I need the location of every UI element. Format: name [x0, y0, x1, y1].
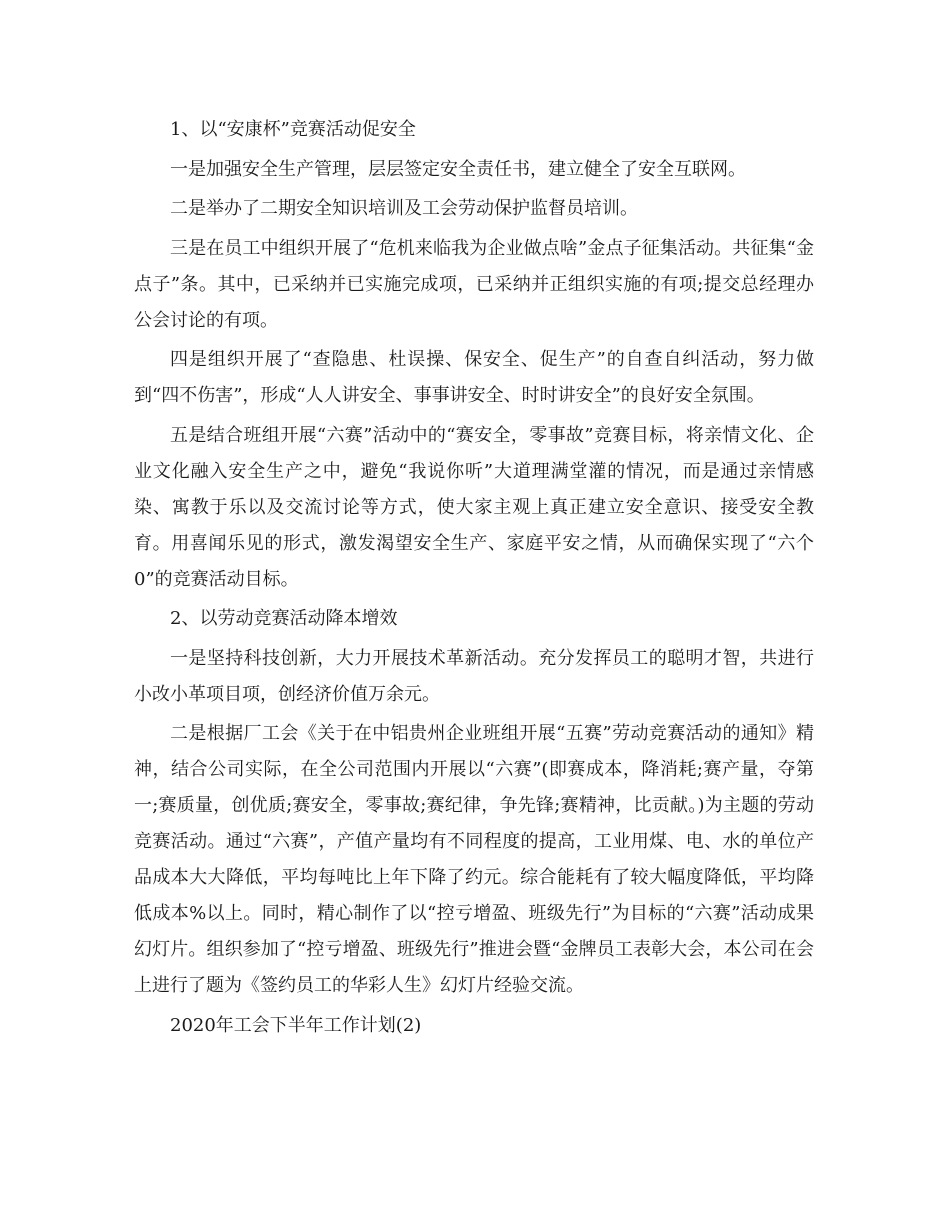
paragraph: 四是组织开展了“查隐患、杜误操、保安全、促生产”的自查自纠活动，努力做到“四不伤害”，形成“人人讲安全、事事讲安全、时时讲安全”的良好安全氛围。 — [134, 349, 814, 406]
document-body — [134, 112, 814, 1044]
section-heading-safety: 1、以“安康杯”竞赛活动促安全 — [170, 119, 416, 140]
paragraph: 一是坚持科技创新，大力开展技术革新活动。充分发挥员工的聪明才智，共进行小改小革项目项，创经济价值万余元。 — [134, 647, 814, 705]
paragraph: 三是在员工中组织开展了“危机来临我为企业做点啥”金点子征集活动。共征集“金点子”条。其中，已采纳并已实施完成项，已采纳并正组织实施的有项;提交总经理办公会讨论的有项。 — [134, 237, 814, 331]
section-heading-competition: 2、以劳动竞赛活动降本增效 — [170, 608, 398, 629]
paragraph: 一是加强安全生产管理，层层签定安全责任书，建立健全了安全互联网。 — [170, 158, 746, 180]
document-title-next: 2020年工会下半年工作计划(2) — [170, 1014, 422, 1036]
paragraph: 五是结合班组开展“六赛”活动中的“赛安全，零事故”竞赛目标，将亲情文化、企业文化融入安全生产之中，避免“我说你听”大道理满堂灌的情况，而是通过亲情感染、寓教于乐以及交流讨论等方式，使大家主观上真正建立安全意识、接受安全教育。用喜闻乐见的形式，激发渴望安全生产、家庭平安之情，从而确保实现了“六个0”的竞赛活动目标。 — [134, 424, 814, 590]
paragraph: 二是根据厂工会《关于在中铝贵州企业班组开展“五赛”劳动竞赛活动的通知》精神，结合公司实际，在全公司范围内开展以“六赛”(即赛成本，降消耗;赛产量，夺第一;赛质量，创优质;赛安全，零事故;赛纪律，争先锋;赛精神，比贡献。)为主题的劳动竞赛活动。通过“六赛”，产值产量均有不同程度的提高，工业用煤、电、水的单位产品成本大大降低，平均每吨比上年下降了约元。综合能耗有了较大幅度降低，平均降低成本%以上。同时，精心制作了以“控亏增盈、班级先行”为目标的“六赛”活动成果幻灯片。组织参加了“控亏增盈、班级先行”推进会暨“金牌员工表彰大会，本公司在会上进行了题为《签约员工的华彩人生》幻灯片经验交流。 — [134, 723, 814, 996]
paragraph: 二是举办了二期安全知识培训及工会劳动保护监督员培训。 — [170, 198, 638, 219]
